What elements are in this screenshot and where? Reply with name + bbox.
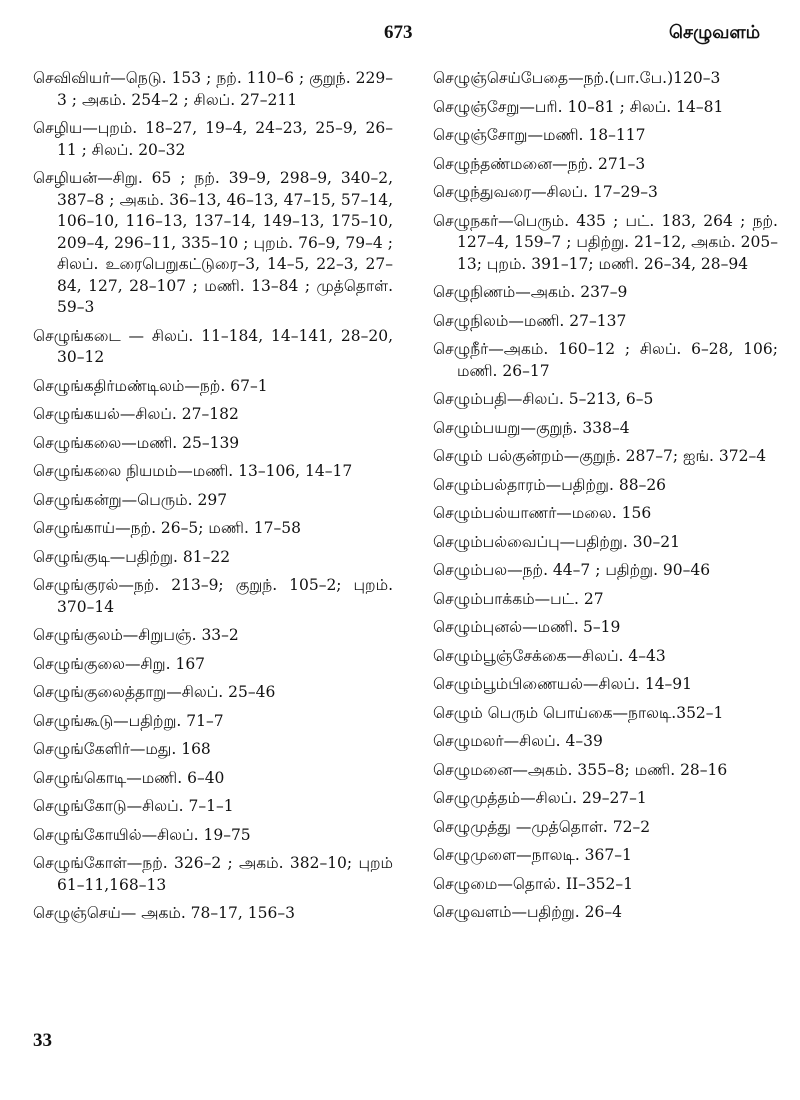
index-entry: செழுமுத்து —முத்தொள். 72–2	[433, 817, 651, 836]
index-entry: செழுமுத்தம்—சிலப். 29–27–1	[433, 789, 647, 807]
index-entry: செழுநிலம்—மணி. 27–137	[433, 311, 627, 330]
index-entry: செழுங்கேளிர்—மது. 168	[33, 740, 211, 758]
index-entry: செழுங்கயல்—சிலப். 27–182	[33, 405, 239, 423]
index-entry: செழுங்கதிர்மண்டிலம்—நற். 67–1	[33, 376, 268, 395]
index-entry: செழுங்கோடு—சிலப். 7–1–1	[33, 797, 234, 815]
index-entry: செழுங்குடி—பதிற்று. 81–22	[33, 547, 231, 566]
index-entry: செழியன்—சிறு. 65 ; நற். 39–9, 298–9, 340–2, 387–8 ; அகம். 36–13, 46–13, 47–15, 57–14, 106–10, 116–13, 137–14, 149–13, 175–10, 209–4, 296–11, 335–10 ; புறம். 76–9, 79–4 ; சிலப். உரைபெறுகட்டுரை–3, 14–5, 22–3, 27–84, 127, 28–107 ; மணி. 13–84 ; முத்தொள். 59–3	[33, 169, 393, 316]
index-entry: செழுங்கடை — சிலப். 11–184, 14–141, 28–20, 30–12	[33, 326, 393, 366]
index-entry: செழுநீர்—அகம். 160–12 ; சிலப். 6–28, 106; மணி. 26–17	[433, 340, 778, 380]
index-entry: செழிய—புறம். 18–27, 19–4, 24–23, 25–9, 26–11 ; சிலப். 20–32	[33, 119, 393, 159]
signature-mark: 33	[33, 1030, 52, 1051]
index-entry: செழுங்குலைத்தாறு—சிலப். 25–46	[33, 683, 276, 701]
index-entry: செழும் பெரும் பொய்கை—நாலடி.352–1	[433, 703, 724, 722]
index-entry: செழுமலர்—சிலப். 4–39	[433, 732, 603, 750]
index-entry: செழுங்காய்—நற். 26–5; மணி. 17–58	[33, 519, 301, 537]
index-entry: செழுங்கலை—மணி. 25–139	[33, 433, 240, 452]
index-entry: செழுங்குரல்—நற். 213–9; குறுந். 105–2; புறம். 370–14	[33, 576, 393, 616]
left-column	[33, 68, 393, 932]
index-entry: செழுநகர்—பெரும். 435 ; பட். 183, 264 ; நற். 127–4, 159–7 ; பதிற்று. 21–12, அகம். 205–13; புறம். 391–17; மணி. 26–34, 28–94	[433, 211, 778, 273]
index-entry: செழும்பல—நற். 44–7 ; பதிற்று. 90–46	[433, 561, 711, 579]
index-entry: செழும்பல்வைப்பு—பதிற்று. 30–21	[433, 532, 680, 551]
index-entry: செழும்பாக்கம்—பட். 27	[433, 589, 604, 608]
index-entry: செழும்பல்யாணர்—மலை. 156	[433, 504, 652, 522]
index-entry: செழுஞ்சேறு—பரி. 10–81 ; சிலப். 14–81	[433, 97, 724, 116]
index-entry: செழுங்குலம்—சிறுபஞ். 33–2	[33, 626, 239, 644]
index-entry: செழுந்துவரை—சிலப். 17–29–3	[433, 183, 658, 201]
index-entry: செழுமனை—அகம். 355–8; மணி. 28–16	[433, 760, 728, 779]
index-entry: செழுங்குலை—சிறு. 167	[33, 654, 206, 673]
index-entry: செழுநிணம்—அகம். 237–9	[433, 283, 628, 301]
index-entry: செழுங்கோள்—நற். 326–2 ; அகம். 382–10; புறம் 61–11,168–13	[33, 854, 393, 894]
index-entry: செழுங்கூடு—பதிற்று. 71–7	[33, 711, 224, 730]
index-entry: செழுந்தண்மனை—நற். 271–3	[433, 154, 646, 173]
index-entry: செழும்பூஞ்சேக்கை—சிலப். 4–43	[433, 646, 666, 665]
index-entry: செழும்பூம்பிணையல்—சிலப். 14–91	[433, 675, 693, 693]
index-entry: செழுமுளை—நாலடி. 367–1	[433, 846, 632, 864]
running-head: செழுவளம்	[669, 22, 761, 43]
index-entry: செழுங்கன்று—பெரும். 297	[33, 490, 228, 509]
index-entry: செழும்புனல்—மணி. 5–19	[433, 618, 621, 636]
index-entry: செழுமை—தொல். II–352–1	[433, 874, 634, 893]
index-entry: செழுங்கோயில்—சிலப். 19–75	[33, 825, 251, 844]
right-column	[433, 68, 778, 931]
index-entry: செழுஞ்சோறு—மணி. 18–117	[433, 126, 646, 144]
index-entry: செழும்பதி—சிலப். 5–213, 6–5	[433, 390, 654, 408]
index-entry: செழும்பயறு—குறுந். 338–4	[433, 418, 630, 437]
index-entry: செழும்பல்தாரம்—பதிற்று. 88–26	[433, 475, 667, 494]
index-entry: செழுவளம்—பதிற்று. 26–4	[433, 903, 622, 921]
index-entry: செழும் பல்குன்றம்—குறுந். 287–7; ஐங். 372–4	[433, 447, 767, 465]
index-entry: செவிவியர்—நெடு. 153 ; நற். 110–6 ; குறுந். 229–3 ; அகம். 254–2 ; சிலப். 27–211	[33, 69, 393, 109]
index-entry: செழுங்கலை நியமம்—மணி. 13–106, 14–17	[33, 462, 353, 480]
index-entry: செழுஞ்செய்பேதை—நற்.(பா.பே.)120–3	[433, 69, 721, 87]
index-entry: செழுங்கொடி—மணி. 6–40	[33, 768, 225, 787]
index-entry: செழுஞ்செய்— அகம். 78–17, 156–3	[33, 904, 295, 922]
page-number: 673	[384, 22, 413, 43]
